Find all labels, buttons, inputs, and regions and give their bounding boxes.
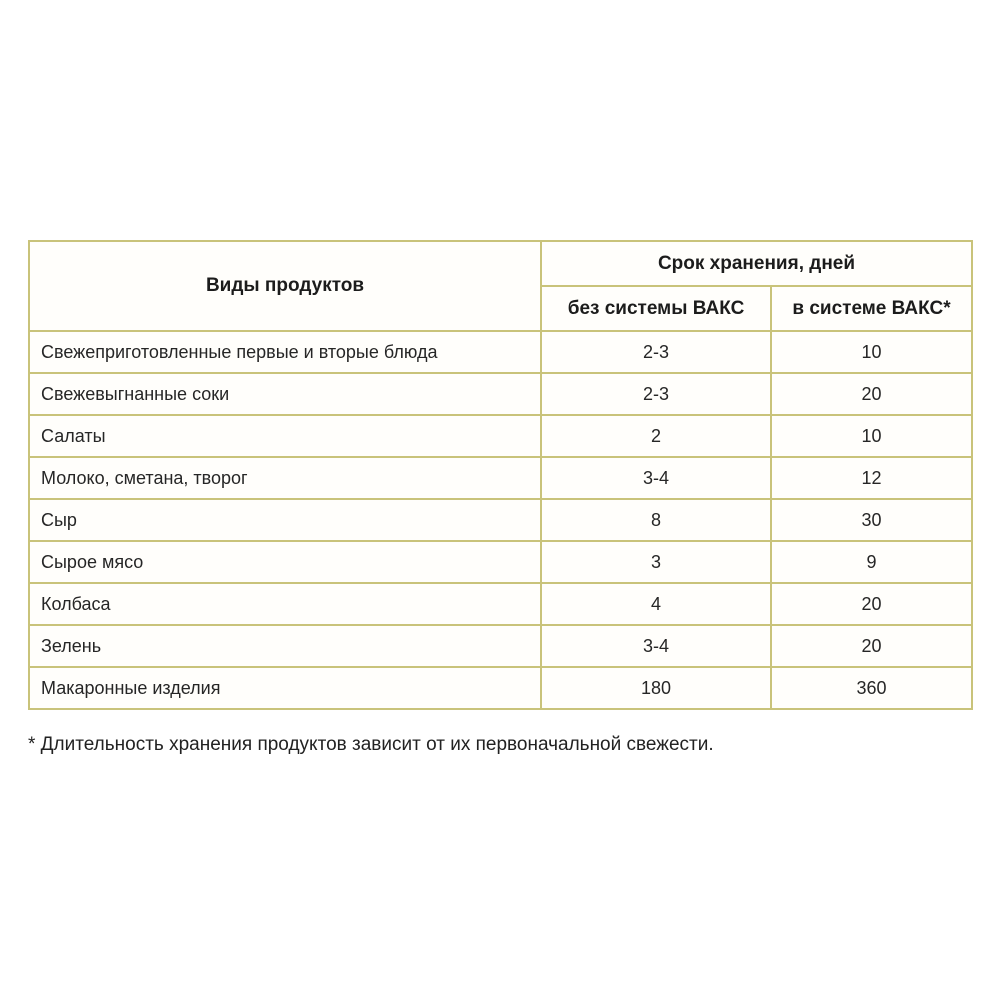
table-row: [29, 457, 972, 499]
table-row: [29, 499, 972, 541]
col-header-with-vaks: в системе ВАКС*: [771, 286, 972, 331]
header-row-top: [29, 241, 972, 286]
table-row: [29, 373, 972, 415]
days-without-vaks: 2-3: [541, 331, 771, 373]
table-row: [29, 625, 972, 667]
table-row: [29, 667, 972, 709]
days-with-vaks: 10: [771, 331, 972, 373]
days-without-vaks: 2: [541, 415, 771, 457]
days-without-vaks: 3-4: [541, 457, 771, 499]
product-name: Колбаса: [29, 583, 541, 625]
product-name: Свежеприготовленные первые и вторые блюда: [29, 331, 541, 373]
col-header-storage-days: Срок хранения, дней: [541, 241, 972, 286]
days-with-vaks: 20: [771, 625, 972, 667]
footnote: * Длительность хранения продуктов зависит от их первоначальной свежести.: [28, 734, 714, 755]
days-with-vaks: 30: [771, 499, 972, 541]
days-with-vaks: 360: [771, 667, 972, 709]
days-without-vaks: 8: [541, 499, 771, 541]
table-row: [29, 583, 972, 625]
product-name: Макаронные изделия: [29, 667, 541, 709]
col-header-products: Виды продуктов: [29, 241, 541, 331]
days-with-vaks: 9: [771, 541, 972, 583]
days-with-vaks: 10: [771, 415, 972, 457]
days-without-vaks: 4: [541, 583, 771, 625]
days-without-vaks: 2-3: [541, 373, 771, 415]
col-header-without-vaks: без системы ВАКС: [541, 286, 771, 331]
storage-table-container: [28, 240, 971, 710]
product-name: Молоко, сметана, творог: [29, 457, 541, 499]
product-name: Сыр: [29, 499, 541, 541]
days-with-vaks: 20: [771, 373, 972, 415]
table-row: [29, 415, 972, 457]
days-without-vaks: 180: [541, 667, 771, 709]
table-row: [29, 541, 972, 583]
product-name: Салаты: [29, 415, 541, 457]
product-name: Сырое мясо: [29, 541, 541, 583]
days-without-vaks: 3-4: [541, 625, 771, 667]
product-name: Свежевыгнанные соки: [29, 373, 541, 415]
table-row: [29, 331, 972, 373]
product-name: Зелень: [29, 625, 541, 667]
storage-table: [28, 240, 973, 710]
days-without-vaks: 3: [541, 541, 771, 583]
days-with-vaks: 20: [771, 583, 972, 625]
days-with-vaks: 12: [771, 457, 972, 499]
